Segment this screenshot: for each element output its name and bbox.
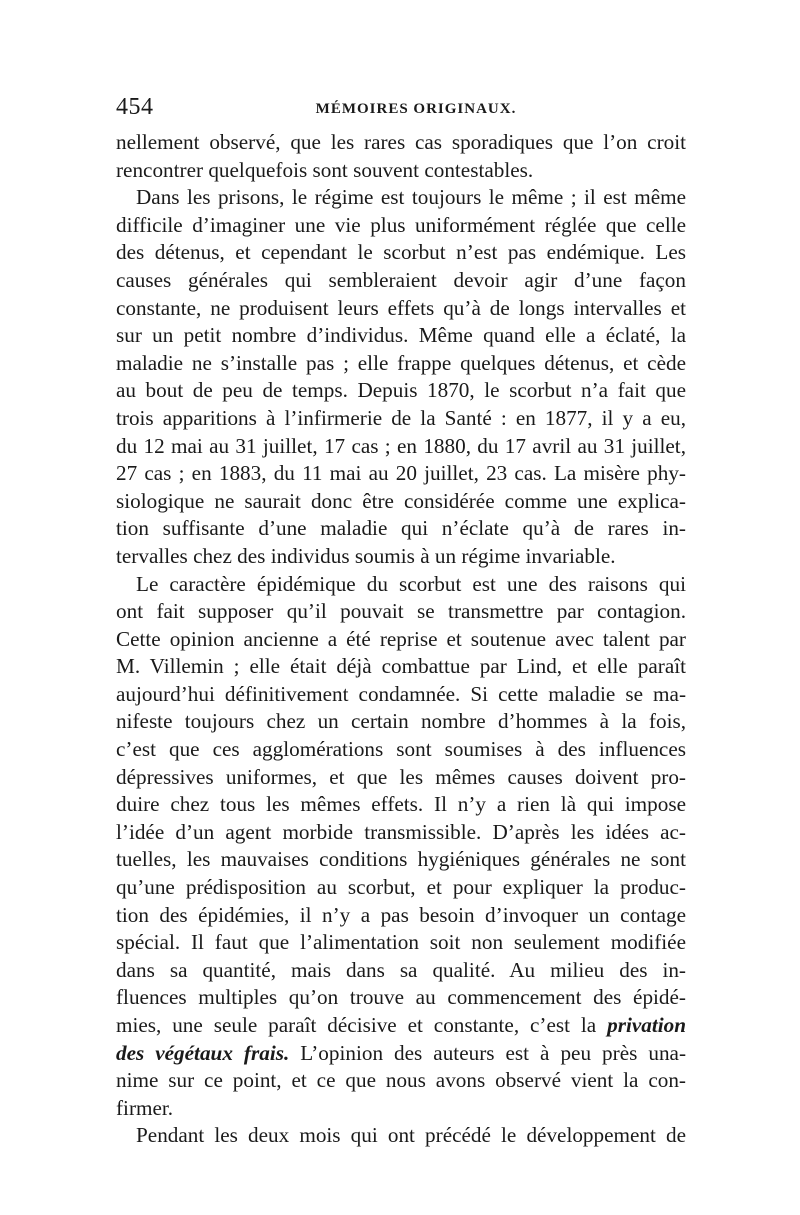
- text-line: maladie ne s’installe pas ; elle frappe quelques détenus, et cède: [116, 350, 686, 375]
- emphasis-text: privation: [607, 1013, 686, 1037]
- text-line: qu’une prédisposition au scorbut, et pour expliquer la produc-: [116, 875, 686, 900]
- text-line-with-emphasis: [116, 1012, 686, 1040]
- line-text: mies, une seule paraît décisive et constante, c’est la: [116, 1013, 608, 1037]
- text-line: nifeste toujours chez un certain nombre d’hommes à la fois,: [116, 709, 686, 734]
- text-line: tion des épidémies, il n’y a pas besoin d’invoquer un contage: [116, 902, 686, 927]
- text-line: constante, ne produisent leurs effets qu’à de longs intervalles et: [116, 295, 686, 320]
- text-line: sur un petit nombre d’individus. Même quand elle a éclaté, la: [116, 323, 686, 348]
- text-line: au bout de peu de temps. Depuis 1870, le scorbut n’a fait que: [116, 378, 686, 403]
- text-line: du 12 mai au 31 juillet, 17 cas ; en 1880, du 17 avril au 31 juillet,: [116, 433, 686, 458]
- text-line: l’idée d’un agent morbide transmissible. D’après les idées ac-: [116, 819, 686, 844]
- emphasis-text: des végétaux frais.: [116, 1040, 290, 1065]
- running-head: [116, 94, 686, 128]
- paragraph-start-line: Le caractère épidémique du scorbut est une des raisons qui: [136, 571, 686, 596]
- text-line: Cette opinion ancienne a été reprise et soutenue avec talent par: [116, 626, 686, 651]
- running-title: MÉMOIRES ORIGINAUX.: [315, 101, 517, 117]
- text-line: siologique ne saurait donc être considérée comme une explica-: [116, 488, 686, 513]
- text-line: trois apparitions à l’infirmerie de la Santé : en 1877, il y a eu,: [116, 405, 686, 430]
- text-line: c’est que ces agglomérations sont soumises à des influences: [116, 737, 686, 762]
- text-line: M. Villemin ; elle était déjà combattue par Lind, et elle paraît: [116, 654, 686, 679]
- text-line: aujourd’hui définitivement condamnée. Si cette maladie se ma-: [116, 681, 686, 706]
- text-line: 27 cas ; en 1883, du 11 mai au 20 juillet, 23 cas. La misère phy-: [116, 461, 686, 486]
- text-line: fluences multiples qu’on trouve au commencement des épidé-: [116, 985, 686, 1010]
- text-line: tion suffisante d’une maladie qui n’éclate qu’à de rares in-: [116, 516, 686, 541]
- text-line: causes générales qui sembleraient devoir agir d’une façon: [116, 267, 686, 292]
- paragraph-start-line: Pendant les deux mois qui ont précédé le développement de: [136, 1123, 686, 1148]
- text-line: nime sur ce point, et ce que nous avons observé vient la con-: [116, 1068, 686, 1093]
- text-line: duire chez tous les mêmes effets. Il n’y a rien là qui impose: [116, 792, 686, 817]
- text-line: dépressives uniformes, et que les mêmes causes doivent pro-: [116, 764, 686, 789]
- text-line: ont fait supposer qu’il pouvait se transmettre par contagion.: [116, 599, 686, 624]
- paragraph-end-line: firmer.: [116, 1095, 174, 1120]
- text-line: dans sa quantité, mais dans sa qualité. Au milieu des in-: [116, 957, 686, 982]
- paragraph-end-line: rencontrer quelquefois sont souvent contestables.: [116, 157, 534, 182]
- text-line-with-emphasis: [116, 1040, 686, 1068]
- text-line: spécial. Il faut que l’alimentation soit non seulement modifiée: [116, 930, 686, 955]
- text-line: des détenus, et cependant le scorbut n’est pas endémique. Les: [116, 240, 686, 265]
- text-line: nellement observé, que les rares cas sporadiques que l’on croit: [116, 130, 686, 154]
- body-text: [116, 129, 686, 1150]
- page-number: 454: [116, 94, 154, 120]
- text-line: tuelles, les mauvaises conditions hygiéniques générales ne sont: [116, 847, 686, 872]
- paragraph-start-line: Dans les prisons, le régime est toujours le même ; il est même: [136, 185, 686, 210]
- paragraph-end-line: tervalles chez des individus soumis à un régime invariable.: [116, 543, 616, 568]
- line-text: L’opinion des auteurs est à peu près una-: [289, 1040, 686, 1065]
- text-line: difficile d’imaginer une vie plus uniformément réglée que celle: [116, 212, 686, 237]
